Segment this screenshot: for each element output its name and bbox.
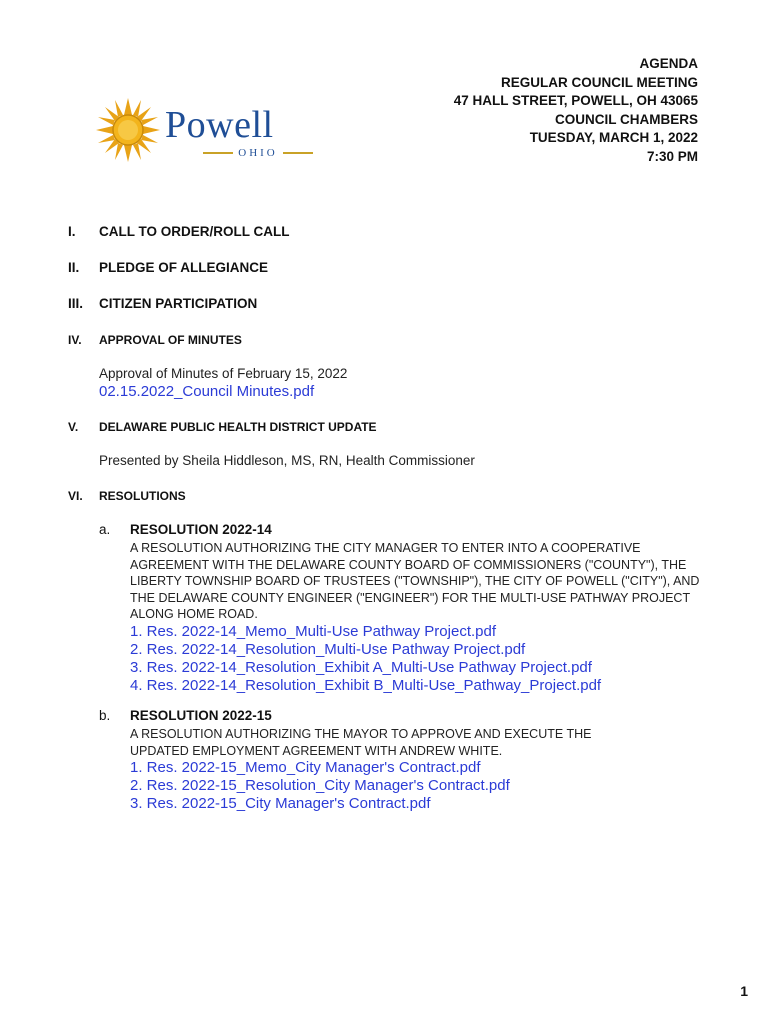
header-line: AGENDA — [639, 56, 698, 71]
resolution-title: RESOLUTION 2022-15 — [130, 708, 272, 723]
resolution-pdf-link[interactable]: 2. Res. 2022-14_Resolution_Multi-Use Pathway Project.pdf — [130, 641, 526, 658]
resolution-pdf-link[interactable]: 3. Res. 2022-15_City Manager's Contract.pdf — [130, 795, 431, 812]
logo-subtitle: OHIO — [193, 147, 323, 159]
resolution-pdf-link[interactable]: 1. Res. 2022-15_Memo_City Manager's Contract.pdf — [130, 759, 481, 776]
section-number: VI. — [68, 489, 83, 503]
page-number: 1 — [740, 983, 748, 999]
header-line: REGULAR COUNCIL MEETING — [500, 74, 698, 90]
resolution-pdf-link[interactable]: 4. Res. 2022-14_Resolution_Exhibit B_Multi-Use_Pathway_Project.pdf — [130, 677, 602, 694]
header-line: COUNCIL CHAMBERS — [554, 111, 698, 127]
resolution-letter: a. — [99, 522, 111, 537]
header-line: TUESDAY, MARCH 1, 2022 — [529, 130, 698, 145]
resolution-description: A RESOLUTION AUTHORIZING THE CITY MANAGER TO ENTER INTO A COOPERATIVE AGREEMENT WITH THE DELAWARE COUNTY BOARD OF COMMISSIONERS ("COUNTY"), THE LIBERTY TOWNSHIP BOARD OF TRUSTEES ("TOWNSHIP"), THE CITY OF POWELL ("CITY"), AND THE DELAWARE COUNTY ENGINEER ("ENGINEER") FOR THE MULTI-USE PATHWAY PROJECT ALONG HOME ROAD. — [130, 541, 700, 621]
section-number: III. — [68, 296, 84, 311]
section-title: DELAWARE PUBLIC HEALTH DISTRICT UPDATE — [99, 420, 377, 434]
section-number: IV. — [68, 333, 82, 347]
agenda-header — [454, 55, 698, 166]
health-presenter: Presented by Sheila Hiddleson, MS, RN, Health Commissioner — [99, 453, 475, 468]
resolution-pdf-link[interactable]: 1. Res. 2022-14_Memo_Multi-Use Pathway Project.pdf — [130, 623, 497, 640]
resolution-pdf-link[interactable]: 2. Res. 2022-15_Resolution_City Manager's Contract.pdf — [130, 777, 510, 794]
resolution-description: A RESOLUTION AUTHORIZING THE MAYOR TO APPROVE AND EXECUTE THE UPDATED EMPLOYMENT AGREEMENT WITH ANDREW WHITE. — [130, 727, 592, 758]
resolution-pdf-link[interactable]: 3. Res. 2022-14_Resolution_Exhibit A_Multi-Use Pathway Project.pdf — [130, 659, 592, 676]
logo-wordmark: Powell — [165, 104, 274, 146]
header-line: 7:30 PM — [646, 148, 698, 164]
section-number: V. — [68, 420, 79, 434]
resolution-links — [130, 623, 601, 695]
resolution-links — [130, 759, 510, 813]
resolution-letter: b. — [99, 708, 111, 723]
header-line: 47 HALL STREET, POWELL, OH 43065 — [453, 93, 698, 108]
powell-logo — [95, 95, 327, 167]
minutes-description: Approval of Minutes of February 15, 2022 — [99, 366, 348, 381]
sun-icon — [95, 97, 161, 163]
section-title: RESOLUTIONS — [99, 489, 186, 503]
section-number: II. — [68, 260, 80, 275]
section-number: I. — [68, 224, 76, 239]
section-title: CALL TO ORDER/ROLL CALL — [99, 224, 290, 239]
resolution-title: RESOLUTION 2022-14 — [130, 522, 272, 537]
section-title: PLEDGE OF ALLEGIANCE — [99, 260, 269, 275]
minutes-pdf-link[interactable]: 02.15.2022_Council Minutes.pdf — [99, 383, 315, 400]
section-title: CITIZEN PARTICIPATION — [99, 296, 258, 311]
section-title: APPROVAL OF MINUTES — [99, 333, 242, 347]
